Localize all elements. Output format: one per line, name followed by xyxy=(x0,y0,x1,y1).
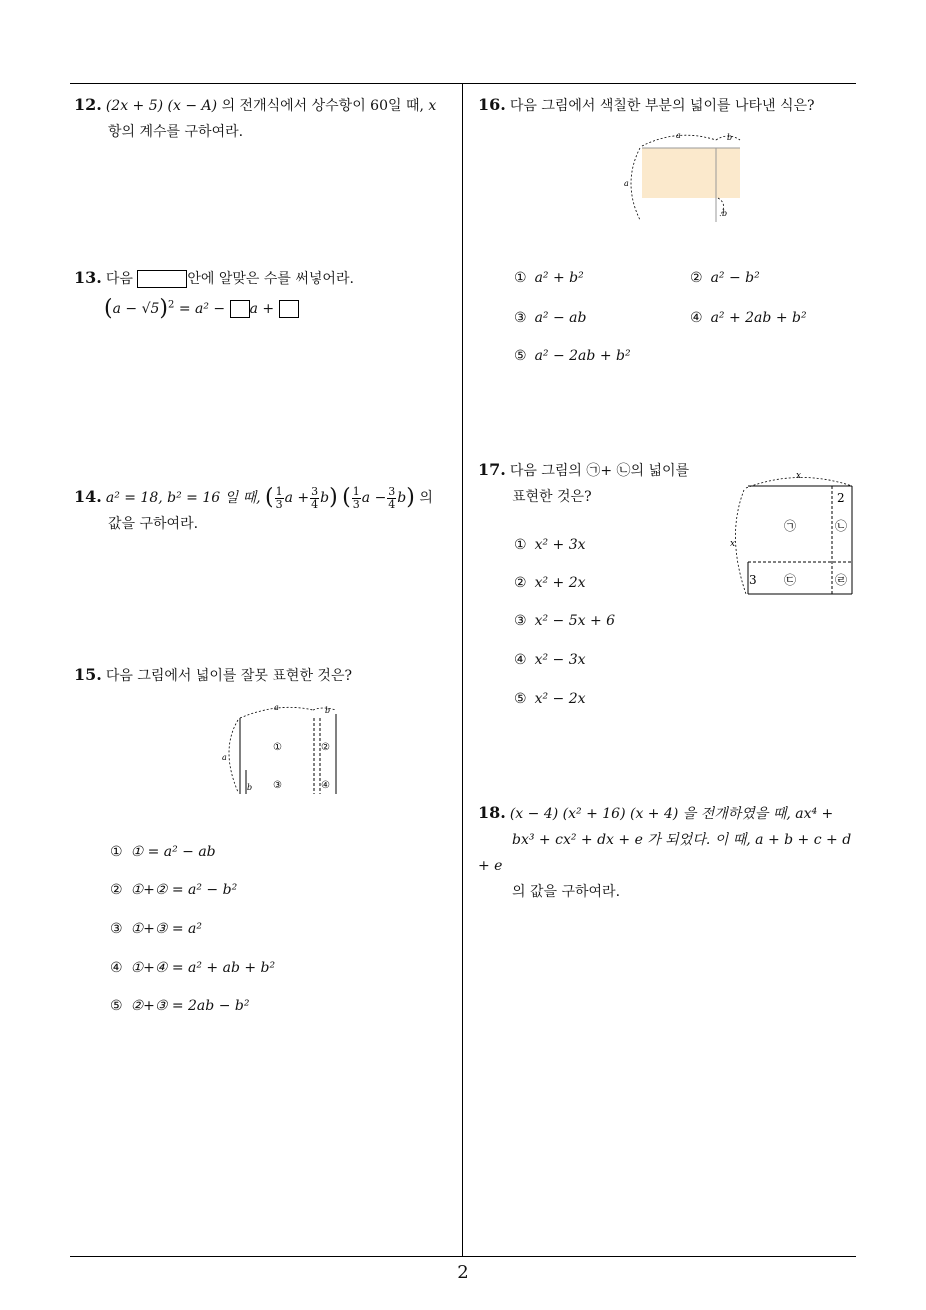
problem-15 xyxy=(74,662,459,689)
equation-a-term: a + xyxy=(249,300,275,317)
label-x-top: x xyxy=(796,471,802,481)
equation-lhs: a − √5 xyxy=(112,300,160,317)
region-2-label: ② xyxy=(321,742,330,753)
region-d-label: ㉢ xyxy=(784,573,797,587)
p17-choice-2[interactable]: ② x² + 2x xyxy=(514,575,586,591)
answer-blank-2[interactable] xyxy=(279,300,299,318)
p15-choice-4[interactable]: ④ ①+④ = a² + ab + b² xyxy=(110,960,276,976)
problem-variable: x xyxy=(428,98,437,114)
region-4-label: ④ xyxy=(321,780,330,791)
problem-text-line2: 값을 구하여라. xyxy=(108,516,199,532)
p15-choice-3[interactable]: ③ ①+③ = a² xyxy=(110,921,202,937)
problem-number: 14. xyxy=(74,487,102,506)
region-n-label: ㉡ xyxy=(835,519,848,533)
p16-choice-5[interactable]: ⑤ a² − 2ab + b² xyxy=(514,348,631,364)
p17-choice-5[interactable]: ⑤ x² − 2x xyxy=(514,691,586,707)
problem-number: 12. xyxy=(74,95,102,114)
column-divider xyxy=(462,83,463,1257)
top-rule xyxy=(70,83,856,84)
problem-text-post: 안에 알맞은 수를 써넣어라. xyxy=(187,271,354,287)
problem-18 xyxy=(478,800,863,905)
p17-choice-1[interactable]: ① x² + 3x xyxy=(514,537,586,553)
problem-expression: (2x + 5) (x − A) xyxy=(105,98,218,114)
problem-text-line2: 항의 계수를 구하여라. xyxy=(108,124,244,140)
term: a − xyxy=(361,490,387,506)
problem-text-line3: 의 값을 구하여라. xyxy=(512,884,621,900)
problem-16-figure xyxy=(620,128,745,224)
answer-blank-1[interactable] xyxy=(230,300,250,318)
equation: $(a - √5)^2 = a^2 - a$ + xyxy=(74,301,299,317)
fraction: $\frac{3}{4}$ xyxy=(388,484,396,511)
problem-condition: a² = 18, b² = 16 일 때, xyxy=(105,490,261,506)
problem-text-line1: (x − 4) (x² + 16) (x + 4) 을 전개하였을 때, ax⁴ + xyxy=(509,806,834,822)
p16-choice-4[interactable]: ④ a² + 2ab + b² xyxy=(690,310,807,326)
problem-text: 다음 그림에서 색칠한 부분의 넓이를 나타낸 식은? xyxy=(509,98,815,114)
label-a-top: a xyxy=(676,131,681,140)
fraction: $\frac{3}{4}$ xyxy=(311,484,319,511)
p17-choice-3[interactable]: ③ x² − 5x + 6 xyxy=(514,613,616,629)
problem-text: 의 xyxy=(419,490,433,506)
label-b-left: b xyxy=(247,783,253,792)
p15-choice-1[interactable]: ① ① = a² − ab xyxy=(110,844,216,860)
p15-choice-5[interactable]: ⑤ ②+③ = 2ab − b² xyxy=(110,998,250,1014)
problem-number: 15. xyxy=(74,665,102,684)
term: a + xyxy=(284,490,310,506)
p16-choice-1[interactable]: ① a² + b² xyxy=(514,270,584,286)
label-b-top: b xyxy=(727,133,733,142)
problem-number: 13. xyxy=(74,268,102,287)
p16-choice-3[interactable]: ③ a² − ab xyxy=(514,310,587,326)
label-a-left: a xyxy=(222,753,227,762)
label-b-top: b xyxy=(325,706,331,715)
problem-number: 17. xyxy=(478,460,506,479)
problem-14: 14. a² = 18, b² = 16 일 때, ( $\frac{1}{3}$ a + $\frac{3}{4}$ b) ( $\frac{1}{3}$ a − $\frac{3}{4}$ b) 의 값을 구하여라. xyxy=(74,484,433,532)
problem-text-line1: 다음 그림의 ㉠+ ㉡의 넓이를 xyxy=(509,463,690,479)
region-1-label: ① xyxy=(273,742,282,753)
label-three: 3 xyxy=(749,573,757,587)
problem-number: 16. xyxy=(478,95,506,114)
problem-number: 18. xyxy=(478,803,506,822)
label-a-left: a xyxy=(624,179,629,188)
fraction: $\frac{1}{3}$ xyxy=(275,484,283,511)
problem-text: 의 전개식에서 상수항이 60일 때, xyxy=(217,98,429,114)
equation-middle: = a² − xyxy=(178,300,226,317)
p15-choice-2[interactable]: ② ①+② = a² − b² xyxy=(110,882,238,898)
fraction: $\frac{1}{3}$ xyxy=(352,484,360,511)
region-g-label: ㉠ xyxy=(784,519,797,533)
term: b xyxy=(397,490,407,506)
term: b xyxy=(320,490,330,506)
label-two: 2 xyxy=(837,491,845,505)
label-x-left: x xyxy=(730,539,736,549)
shaded-region xyxy=(642,148,740,198)
problem-13 xyxy=(74,265,459,322)
problem-17 xyxy=(478,457,738,510)
problem-17-figure xyxy=(728,466,856,598)
page-number: 2 xyxy=(457,1262,469,1283)
problem-15-figure xyxy=(218,700,348,800)
problem-text-pre: 다음 xyxy=(105,271,133,287)
p16-choice-2[interactable]: ② a² − b² xyxy=(690,270,760,286)
problem-16 xyxy=(478,92,858,119)
problem-12 xyxy=(74,92,459,145)
label-a-top: a xyxy=(274,703,279,712)
p17-choice-4[interactable]: ④ x² − 3x xyxy=(514,652,586,668)
problem-text: 다음 그림에서 넓이를 잘못 표현한 것은? xyxy=(105,668,352,684)
problem-text-line2: 표현한 것은? xyxy=(512,489,592,505)
label-b-bottom: b xyxy=(722,209,728,218)
bottom-rule xyxy=(70,1256,856,1257)
blank-box xyxy=(137,270,187,288)
region-3-label: ③ xyxy=(273,780,282,791)
problem-text-line2: bx³ + cx² + dx + e 가 되었다. 이 때, a + b + c + d + e xyxy=(478,832,852,874)
region-r-label: ㉣ xyxy=(835,573,848,587)
